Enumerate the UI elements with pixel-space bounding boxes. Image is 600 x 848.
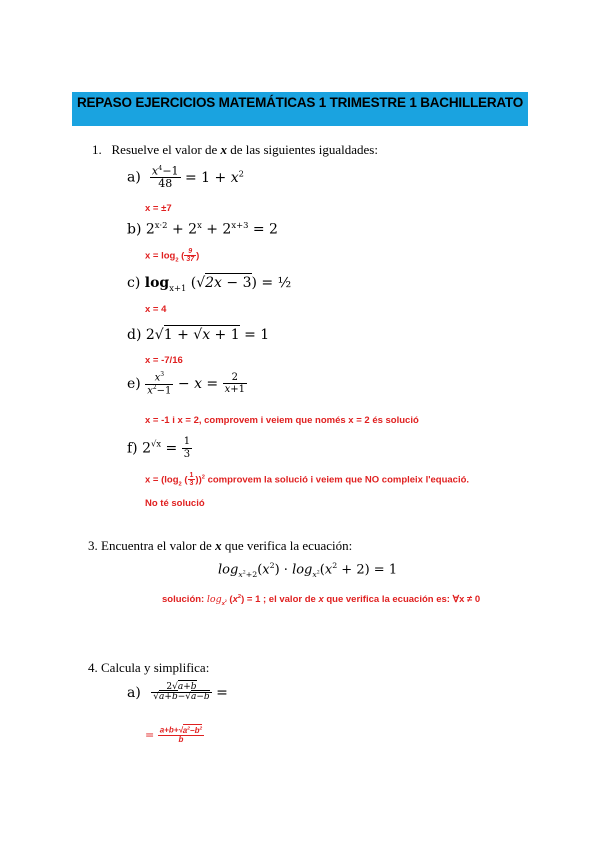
item-b-label: b) — [127, 221, 142, 238]
equation-a: a) $\frac{x^4-1}{48}$ = $1 + x^2$ — [127, 164, 244, 191]
question-1-var: x — [220, 142, 228, 157]
equation-b: b) $2^{x\cdot 2} + 2^x + 2^{x+3} = 2$ — [127, 220, 278, 238]
question-4-text: Calcula y simplifica: — [101, 660, 210, 675]
question-4-number: 4. — [88, 660, 98, 675]
answer-f-conclusion: No té solució — [145, 498, 205, 509]
answer-f: $x = (\log_2$ ( $\frac{1}{3}$ ))$^2$ comprovem la solució i veiem que NO compleix l'equació. — [145, 472, 470, 488]
answer-b: $x = \log_2$ ( $\frac{9}{37}$ ) — [145, 248, 200, 264]
answer-4a: = $\frac{a+b+√a^2-b^2}{b}$ — [145, 725, 203, 745]
equation-4a: a) $\frac{2√a+b}{√a+b-√a-b}$ = — [127, 682, 228, 703]
item-d-label: d) — [127, 327, 142, 343]
equation-3: $\log_{x^2+2}(x^2) \cdot \log_{x^2}(x^2 + 2) = 1$ — [218, 561, 398, 579]
page-title: REPASO EJERCICIOS MATEMÁTICAS 1 TRIMESTRE 1 BACHILLERATO — [76, 95, 524, 110]
answer-e: x = -1 i x = 2, comprovem i veiem que només x = 2 és solució — [145, 415, 419, 426]
equation-f: f) $2^{√x}$ = $\frac{1}{3}$ — [127, 436, 191, 460]
question-1-text-pre: Resuelve el valor de — [111, 142, 221, 157]
item-e-label: e) — [127, 376, 141, 393]
item-f-label: f) — [127, 440, 138, 457]
answer-a: x = ±7 — [145, 203, 172, 214]
equation-d: d) 2√1 + √x + 1 = 1 — [127, 327, 270, 343]
question-3: 3. Encuentra el valor de x que verifica la ecuación: — [88, 538, 353, 553]
question-4 — [88, 660, 209, 676]
answer-d: x = -7/16 — [145, 355, 183, 366]
solution-3: solución: $\log_{x^2} (x^2) = 1$ ; el valor de x que verifica la ecuación es: ∀x ≠ 0 — [162, 594, 481, 608]
item-4a-label: a) — [127, 685, 141, 702]
question-3-number: 3. — [88, 538, 98, 553]
equation-e: e) $\frac{x^3}{x^2-1}$ − x = $\frac{2}{x+1}$ — [127, 371, 245, 397]
item-c-label: c) — [127, 275, 141, 291]
item-a-label: a) — [127, 169, 141, 186]
question-1-number: 1. — [92, 142, 102, 157]
question-3-text-post: que verifica la ecuación: — [221, 538, 353, 553]
question-1-text-post: de las siguientes igualdades: — [227, 142, 378, 157]
question-3-text-pre: Encuentra el valor de — [101, 538, 216, 553]
equation-c: c) $\log_{x+1} (√2x - 3)$ = ½ — [127, 275, 292, 293]
question-1 — [92, 142, 378, 158]
answer-c: x = 4 — [145, 304, 167, 315]
